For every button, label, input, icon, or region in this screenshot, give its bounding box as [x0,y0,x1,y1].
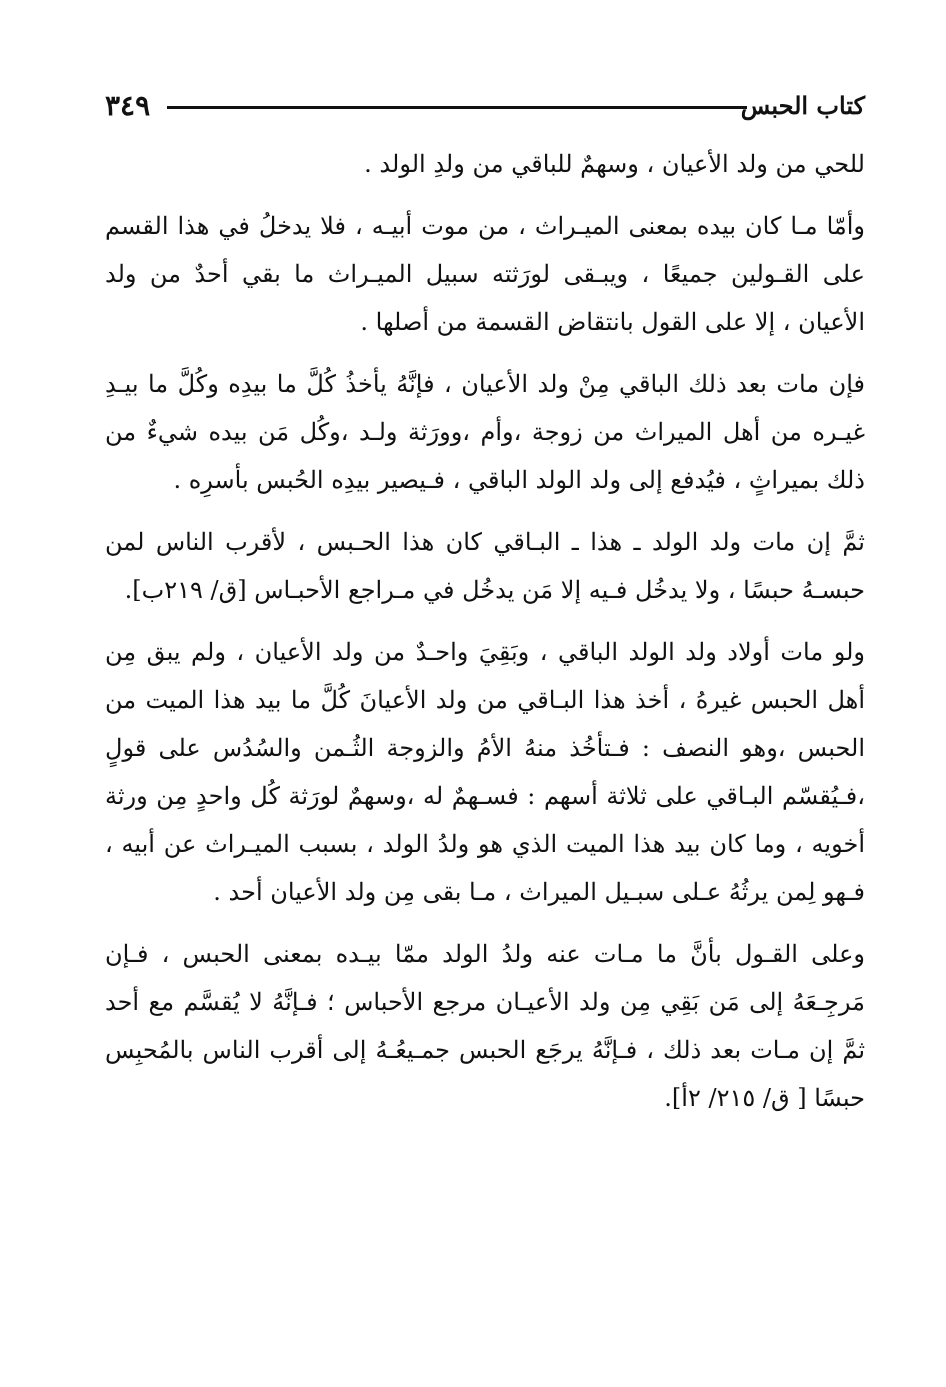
paragraph: وأمّا مـا كان بيده بمعنى الميـراث ، من موت أبيـه ، فلا يدخلُ في هذا القسم على القـولين جميعًا ، ويبـقى لورَثته سبيل الميـراث ما بقي أحدٌ من ولد الأعيان ، إلا على القول بانتقاض القسمة من أصلها . [105,212,865,336]
page-number: ٣٤٩ [105,89,151,122]
page-header [105,86,865,126]
paragraph: ولو مات أولاد ولد الولد الباقي ، وبَقِيَ واحـدٌ من ولد الأعيان ، ولم يبق مِن أهل الحبس غيرهُ ، أخذ هذا البـاقي من ولد الأعيانَ كُلَّ ما بيد هذا الميت من الحبس ،وهو النصف : فـتأخُذ منهُ الأمُ والزوجة الثُـمن والسُدُس على قولٍ ،فـيُقسّم البـاقي على ثلاثة أسهم : فسـهمٌ له ،وسهمٌ لورَثة كُل واحدٍ مِن ورثة أخويه ، وما كان بيد هذا الميت الذي هو ولدُ الولد ، بسبب الميـراث عن أبيه ، فـهو لِمن يرثُهُ عـلى سبـيل الميراث ، مـا بقى مِن ولد الأعيان أحد . [105,638,865,906]
paragraph: فإن مات بعد ذلك الباقي مِنْ ولد الأعيان ، فإنَّهُ يأخذُ كُلَّ ما بيدِه وكُلَّ ما بيـدِ غيـره من أهل الميراث من زوجة ،وأم ،وورَثة ولـد ،وكُل مَن بيده شيءٌ من ذلك بميراثٍ ، فيُدفع إلى ولد الولد الباقي ، فـيصير بيدِه الحُبس بأسرِه . [105,370,865,494]
running-title: كتاب الحبس [740,91,865,120]
paragraph: وعلى القـول بأنَّ ما مـات عنه ولدُ الولد ممّا بيـده بمعنى الحبس ، فـإن مَرجِـعَهُ إلى مَن بَقِي مِن ولد الأعيـان مرجع الأحباس ؛ فـإنَّهُ لا يُقسَّم مع أحد ثمَّ إن مـات بعد ذلك ، فـإنَّهُ يرجَع الحبس جمـيعُـهُ إلى أقرب الناس بالمُحبِس حبسًا [ ق/ ٢١٥/ ٢أ]. [105,940,865,1112]
page-body [105,140,865,1136]
paragraph: ثمَّ إن مات ولد الولد ـ هذا ـ البـاقي كان هذا الحـبس ، لأقرب الناس لمن حبسـهُ حبسًا ، ولا يدخُل فـيه إلا مَن يدخُل في مـراجع الأحبـاس [ق/ ٢١٩ب]. [105,528,865,604]
header-rule [167,106,747,109]
paragraph: للحي من ولد الأعيان ، وسهمٌ للباقي من ولدِ الولد . [364,150,865,178]
